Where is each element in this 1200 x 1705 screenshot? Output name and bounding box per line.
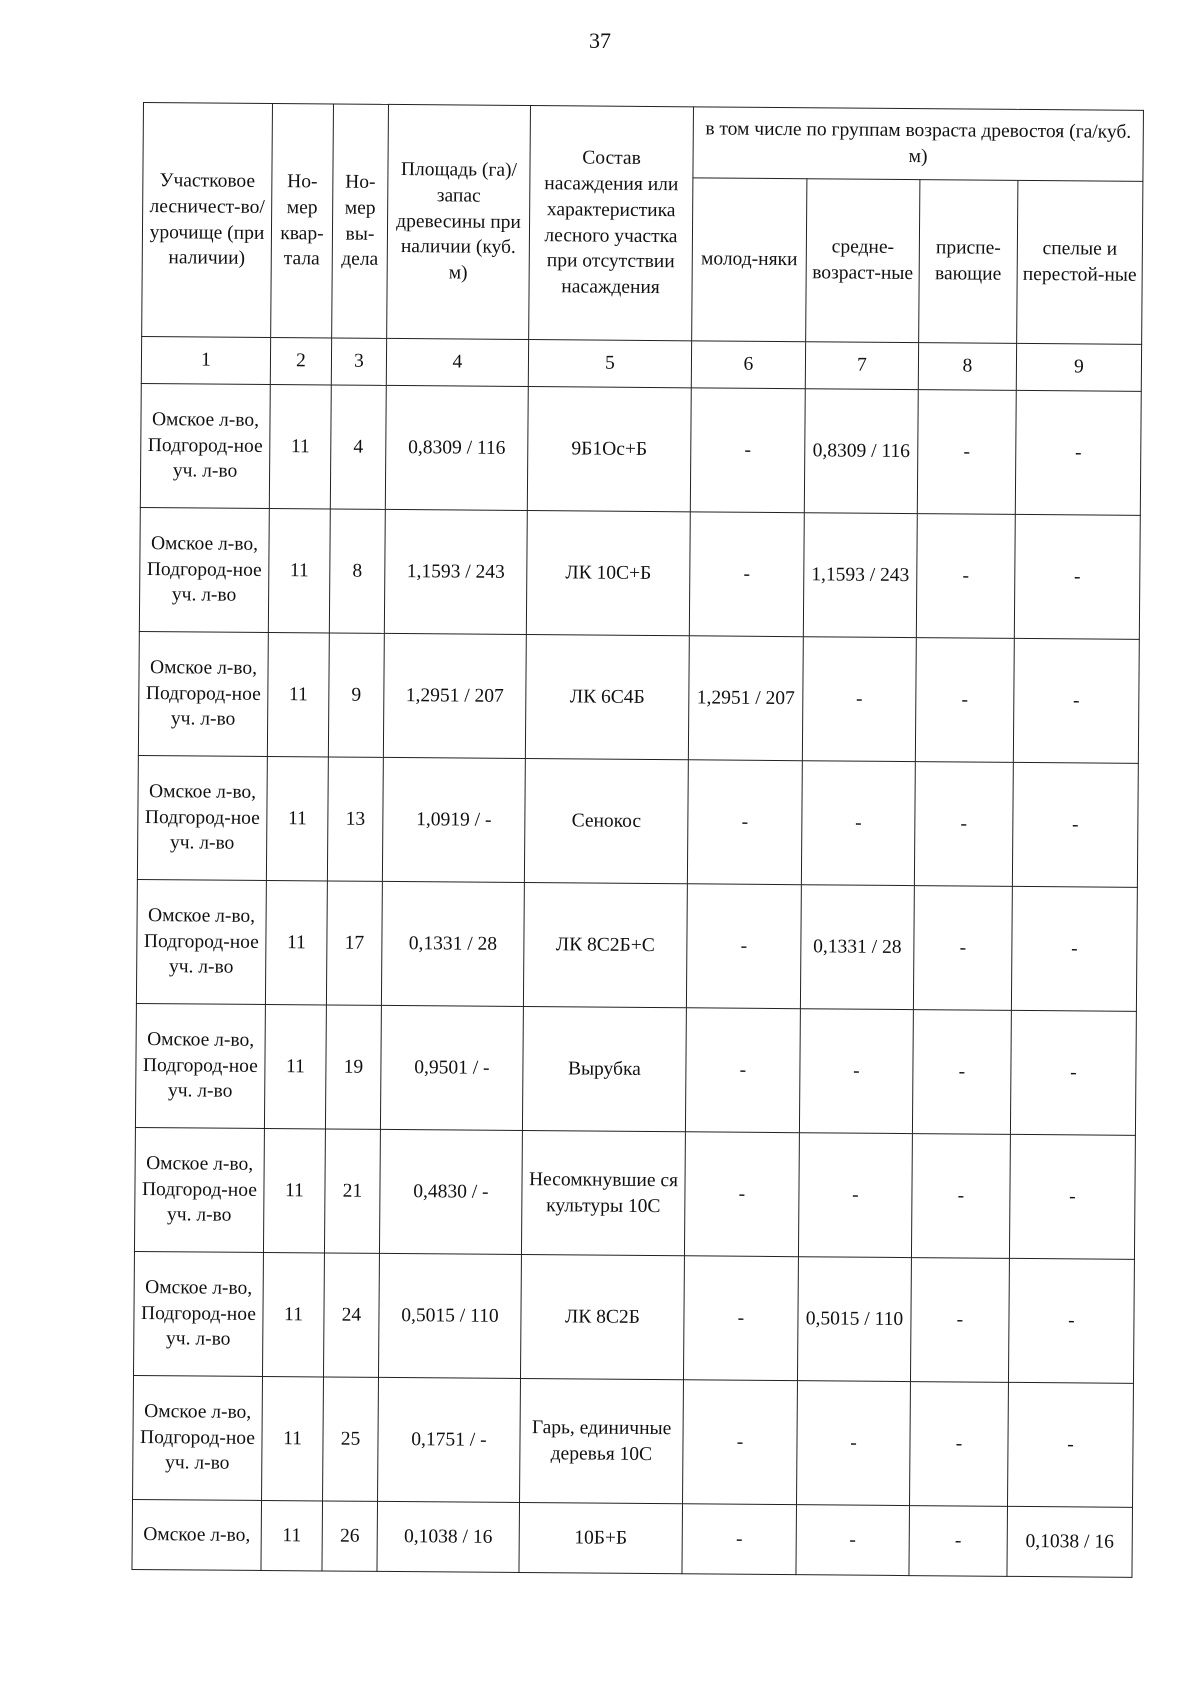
cell-quarter: 11 [269,385,331,509]
cell-area: 1,2951 / 207 [383,633,526,758]
cell-maturing: - [910,1258,1009,1383]
cell-middle-aged: - [798,1133,912,1258]
cell-quarter: 11 [268,509,330,633]
table-row [134,1127,1135,1259]
table-row [139,507,1140,639]
cell-allotment: 13 [327,757,383,881]
cell-area: 0,9501 / - [380,1005,523,1130]
cell-allotment: 4 [330,385,386,509]
cell-middle-aged: - [801,761,915,886]
cell-area: 0,1038 / 16 [377,1501,520,1572]
cell-composition: 9Б1Ос+Б [527,387,691,512]
cell-allotment: 8 [329,509,385,633]
header-forestry: Участковое лесничест-во/урочище (при наличии) [142,103,273,338]
cell-mature: - [1010,1010,1136,1135]
cell-allotment: 17 [326,881,382,1005]
cell-quarter: 11 [264,1004,326,1128]
cell-quarter: 11 [262,1252,324,1376]
header-quarter: Но-мер квар-тала [271,104,334,338]
header-middle-aged: средне-возраст-ные [806,179,920,343]
cell-forestry: Омское л-во, Подгород-ное уч. л-во [134,1127,264,1252]
column-number: 5 [528,340,691,388]
cell-young: - [685,1008,800,1133]
header-maturing: приспе-вающие [919,180,1018,344]
cell-middle-aged: 0,8309 / 116 [804,389,918,514]
cell-mature: - [1008,1258,1134,1383]
cell-forestry: Омское л-во, Подгород-ное уч. л-во [140,383,270,508]
cell-middle-aged: - [802,637,916,762]
cell-forestry: Омское л-во, [132,1499,262,1570]
page-number: 37 [589,28,611,53]
cell-composition: Сенокос [524,759,688,884]
cell-maturing: - [914,762,1013,887]
cell-quarter: 11 [263,1128,325,1252]
cell-mature: - [1015,390,1141,515]
cell-mature: - [1012,762,1138,887]
table-row [136,879,1137,1011]
cell-forestry: Омское л-во, Подгород-ное уч. л-во [139,507,269,632]
cell-area: 0,1751 / - [378,1377,521,1502]
column-number: 9 [1016,343,1141,391]
table-row [135,1003,1136,1135]
cell-area: 0,4830 / - [379,1129,522,1254]
cell-young: - [684,1132,799,1257]
header-age-group: в том числе по группам возраста древостоя (га/куб. м) [693,107,1144,182]
column-number: 4 [386,338,528,386]
cell-area: 0,5015 / 110 [378,1253,521,1378]
cell-middle-aged: 0,1331 / 28 [800,885,914,1010]
cell-maturing: - [912,1010,1011,1135]
cell-young: - [683,1256,798,1381]
table-row [133,1375,1134,1507]
column-number: 2 [270,338,331,385]
cell-maturing: - [913,886,1012,1011]
cell-forestry: Омское л-во, Подгород-ное уч. л-во [138,631,268,756]
cell-forestry: Омское л-во, Подгород-ное уч. л-во [133,1251,263,1376]
cell-area: 1,0919 / - [382,757,525,882]
cell-forestry: Омское л-во, Подгород-ное уч. л-во [136,879,266,1004]
cell-allotment: 26 [322,1501,378,1571]
cell-composition: Гарь, единичные деревья 10С [520,1379,684,1504]
table-row [138,631,1139,763]
cell-area: 1,1593 / 243 [384,509,527,634]
cell-composition: 10Б+Б [519,1503,683,1574]
cell-young: - [686,884,801,1009]
column-number: 6 [691,341,805,389]
cell-quarter: 11 [267,633,329,757]
cell-allotment: 9 [328,633,384,757]
column-number: 3 [331,338,386,385]
cell-young: - [690,388,805,513]
cell-forestry: Омское л-во, Подгород-ное уч. л-во [133,1375,263,1500]
column-number: 8 [918,343,1016,391]
cell-quarter: 11 [262,1376,324,1500]
header-allotment: Но-мер вы-дела [332,104,389,338]
column-number: 1 [141,336,270,384]
cell-maturing: - [917,390,1016,515]
cell-young: 1,2951 / 207 [688,636,803,761]
cell-middle-aged: 1,1593 / 243 [803,513,917,638]
forest-plots-table [131,102,1143,1578]
table-row [137,755,1138,887]
header-mature: спелые и перестой-ные [1017,180,1143,344]
cell-young: - [689,512,804,637]
cell-mature: - [1007,1382,1133,1507]
cell-middle-aged: - [797,1381,911,1506]
cell-area: 0,8309 / 116 [385,385,528,510]
table-row [140,383,1141,515]
cell-mature: 0,1038 / 16 [1007,1506,1133,1577]
cell-allotment: 21 [324,1129,380,1253]
cell-composition: Несомкнувшие ся культуры 10С [521,1131,685,1256]
cell-quarter: 11 [261,1500,323,1570]
cell-forestry: Омское л-во, Подгород-ное уч. л-во [137,755,267,880]
cell-middle-aged: - [796,1505,910,1576]
cell-middle-aged: 0,5015 / 110 [797,1257,911,1382]
cell-maturing: - [909,1506,1008,1577]
cell-maturing: - [910,1382,1009,1507]
cell-quarter: 11 [265,880,327,1004]
cell-young: - [683,1380,798,1505]
cell-allotment: 24 [323,1253,379,1377]
cell-composition: ЛК 6С4Б [525,635,689,760]
cell-composition: ЛК 8С2Б+С [523,883,687,1008]
cell-maturing: - [911,1134,1010,1259]
table-body [132,383,1141,1577]
cell-maturing: - [915,638,1014,763]
cell-quarter: 11 [266,756,328,880]
header-young: молод-няки [692,178,807,342]
cell-allotment: 19 [325,1005,381,1129]
cell-allotment: 25 [323,1377,379,1501]
cell-forestry: Омское л-во, Подгород-ное уч. л-во [135,1003,265,1128]
cell-mature: - [1014,514,1140,639]
cell-composition: ЛК 10С+Б [526,511,690,636]
cell-middle-aged: - [799,1009,913,1134]
cell-area: 0,1331 / 28 [381,881,524,1006]
cell-young: - [682,1504,797,1575]
table-row [132,1499,1133,1577]
header-composition: Состав насаждения или характеристика лесного участка при отсутствии насаждения [529,106,694,341]
column-number: 7 [805,342,918,390]
cell-composition: Вырубка [522,1007,686,1132]
cell-mature: - [1013,638,1139,763]
cell-young: - [687,760,802,885]
table-row [133,1251,1134,1383]
cell-composition: ЛК 8С2Б [520,1255,684,1380]
column-number-row [141,336,1141,391]
cell-maturing: - [916,514,1015,639]
cell-mature: - [1009,1134,1135,1259]
cell-mature: - [1011,886,1137,1011]
header-area: Площадь (га)/запас древесины при наличии (куб. м) [387,104,531,339]
